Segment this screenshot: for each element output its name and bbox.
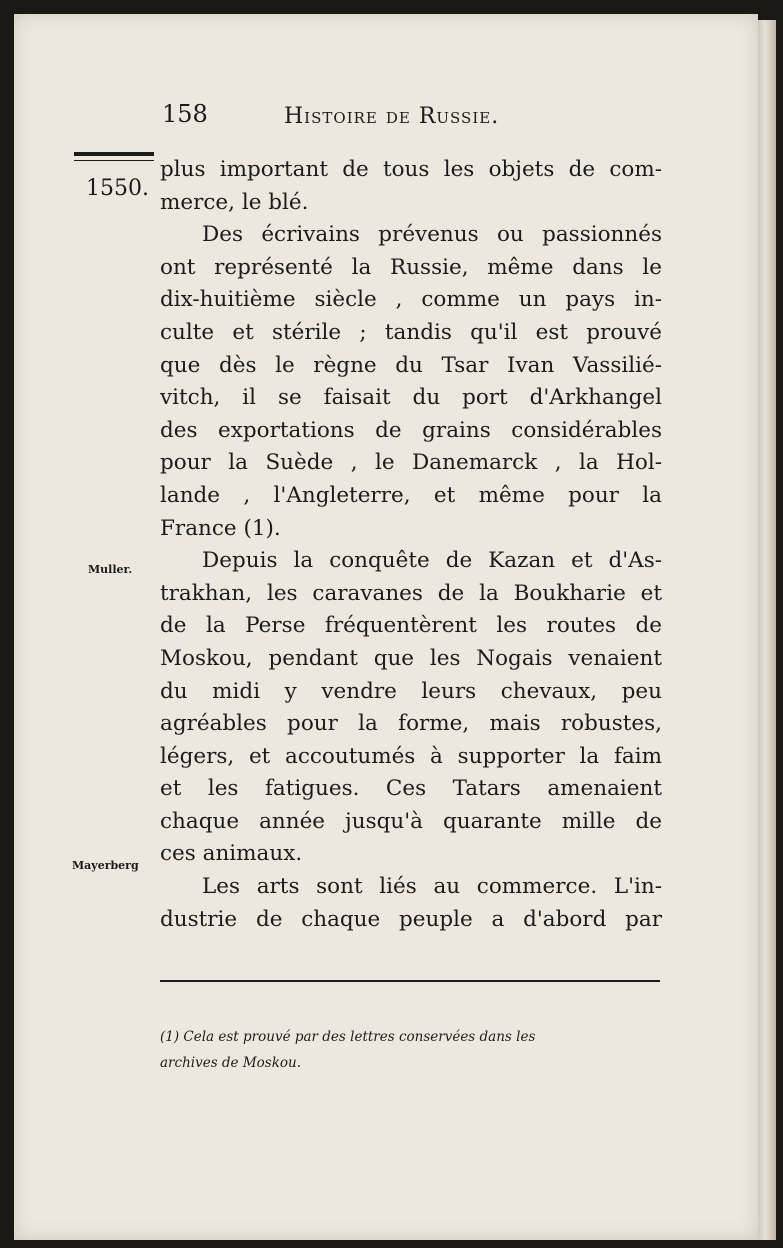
body-line: trakhan, les caravanes de la Boukharie et (160, 580, 662, 606)
body-line: lande , l'Angleterre, et même pour la (160, 482, 662, 508)
body-line: du midi y vendre leurs chevaux, peu (160, 678, 662, 704)
footnote-rule (160, 980, 660, 982)
page-edge (758, 20, 776, 1240)
body-line: culte et stérile ; tandis qu'il est prouvé (160, 319, 662, 345)
body-line: agréables pour la forme, mais robustes, (160, 711, 662, 737)
footnote-line: archives de Moskou. (160, 1055, 302, 1071)
body-line: de la Perse fréquentèrent les routes de (160, 613, 662, 639)
body-line: des exportations de grains considérables (160, 417, 662, 443)
body-line: pour la Suède , le Danemarck , la Hol- (160, 450, 662, 476)
body-line: Des écrivains prévenus ou passionnés (202, 222, 662, 248)
footnote-line: (1) Cela est prouvé par des lettres conservées dans les (160, 1029, 536, 1045)
body-line: ont représenté la Russie, même dans le (160, 254, 662, 280)
body-text (160, 154, 662, 936)
body-line: dix-huitième siècle , comme un pays in- (160, 287, 662, 313)
running-title: Histoire de Russie. (284, 104, 500, 129)
body-line: Les arts sont liés au commerce. L'in- (202, 874, 662, 900)
body-line: Depuis la conquête de Kazan et d'As- (202, 548, 662, 574)
body-line: chaque année jusqu'à quarante mille de (160, 808, 662, 834)
body-line: vitch, il se faisait du port d'Arkhangel (160, 385, 662, 411)
body-line: Moskou, pendant que les Nogais venaient (160, 645, 662, 671)
body-line: légers, et accoutumés à supporter la faim (160, 743, 662, 769)
body-line: France (1). (160, 515, 281, 541)
body-line: plus important de tous les objets de com- (160, 157, 662, 182)
body-line: dustrie de chaque peuple a d'abord par (160, 906, 662, 932)
body-line: merce, le blé. (160, 189, 309, 215)
margin-rule-thin (74, 160, 154, 161)
page-number: 158 (162, 100, 208, 128)
margin-note-muller: Muller. (88, 563, 133, 576)
margin-year: 1550. (86, 176, 149, 201)
body-line: ces animaux. (160, 841, 303, 867)
body-line: que dès le règne du Tsar Ivan Vassilié- (160, 352, 662, 378)
footnote (160, 1024, 660, 1076)
body-line: et les fatigues. Ces Tatars amenaient (160, 776, 662, 802)
margin-note-mayerberg: Mayerberg (72, 859, 139, 872)
margin-rule-thick (74, 152, 154, 156)
